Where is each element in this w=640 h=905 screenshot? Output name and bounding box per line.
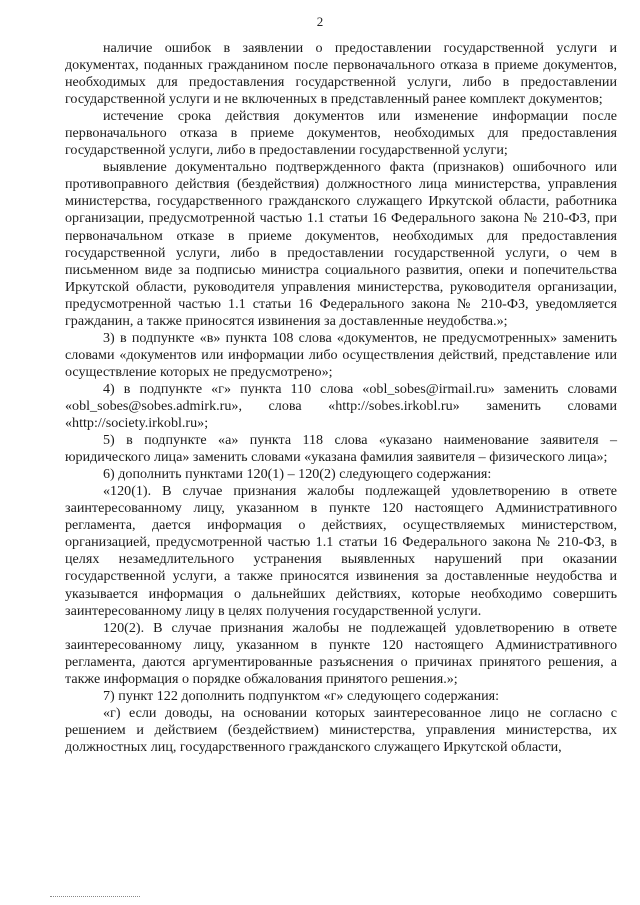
paragraph-120-1: «120(1). В случае признания жалобы подлежащей удовлетворению в ответе заинтересованному лицу, указанном в пункте 120 настоящего Административного регламента, дается информация о действиях, осуществляемых министерством, организацией, предусмотренной частью 1.1 статьи 16 Федерального закона № 210-ФЗ, в целях незамедлительного устранения выявленных нарушений при оказании государственной услуги, а также приносятся извинения за доставленные неудобства и указывается информация о дальнейших действиях, которые необходимо совершить заинтересованному лицу в целях получения государственной услуги. — [65, 483, 617, 619]
paragraph-120-2: 120(2). В случае признания жалобы не подлежащей удовлетворению в ответе заинтересованному лицу, указанном в пункте 120 настоящего Административного регламента, даются аргументированные разъяснения о причинах принятого решения, а также информация о порядке обжалования принятого решения.»; — [65, 619, 617, 687]
paragraph-errors-in-application: наличие ошибок в заявлении о предоставлении государственной услуги и документах, поданных гражданином после первоначального отказа в приеме документов, необходимых для предоставления государственной услуги, либо в предоставлении государственной услуги и не включенных в представленный ранее комплект документов; — [65, 40, 617, 108]
footer-divider — [50, 896, 140, 897]
paragraph-item-7: 7) пункт 122 дополнить подпунктом «г» следующего содержания: — [103, 687, 500, 704]
paragraph-subitem-g: «г) если доводы, на основании которых заинтересованное лицо не согласно с решением и действием (бездействием) министерства, управления министерства, их должностных лиц, государственного гражданского служащего Иркутской области, — [65, 704, 617, 755]
paragraph-documented-fact: выявление документально подтвержденного факта (признаков) ошибочного или противоправного действия (бездействия) должностного лица министерства, управления министерства, государственного гражданского служащего Иркутской области, работника организации, предусмотренной частью 1.1 статьи 16 Федерального закона № 210-ФЗ, при первоначальном отказе в приеме документов, необходимых для предоставления государственной услуги, либо в предоставлении государственной услуги, о чем в письменном виде за подписью министра социального развития, опеки и попечительства Иркутской области, руководителя управления министерства, руководителя организации, предусмотренной частью 1.1 статьи 16 Федерального закона № 210-ФЗ, уведомляется гражданин, а также приносятся извинения за доставленные неудобства.»; — [65, 159, 617, 329]
paragraph-item-3: 3) в подпункте «в» пункта 108 слова «документов, не предусмотренных» заменить словами «документов или информации либо осуществления действий, представление или осуществление которых не предусмотрено»; — [65, 329, 617, 380]
paragraph-item-6: 6) дополнить пунктами 120(1) – 120(2) следующего содержания: — [103, 466, 492, 483]
paragraph-item-4: 4) в подпункте «г» пункта 110 слова «obl_sobes@irmail.ru» заменить словами «obl_sobes@sobes.admirk.ru», слова «http://sobes.irkobl.ru» заменить словами «http://society.irkobl.ru»; — [65, 380, 617, 432]
page-number: 2 — [316, 14, 324, 29]
paragraph-document-expiry: истечение срока действия документов или изменение информации после первоначального отказа в приеме документов, необходимых для предоставления государственной услуги, либо в предоставлении государственной услуги; — [65, 108, 617, 159]
paragraph-item-5: 5) в подпункте «а» пункта 118 слова «указано наименование заявителя – юридического лица» заменить словами «указана фамилия заявителя – физического лица»; — [65, 432, 617, 466]
document-body — [65, 40, 617, 756]
